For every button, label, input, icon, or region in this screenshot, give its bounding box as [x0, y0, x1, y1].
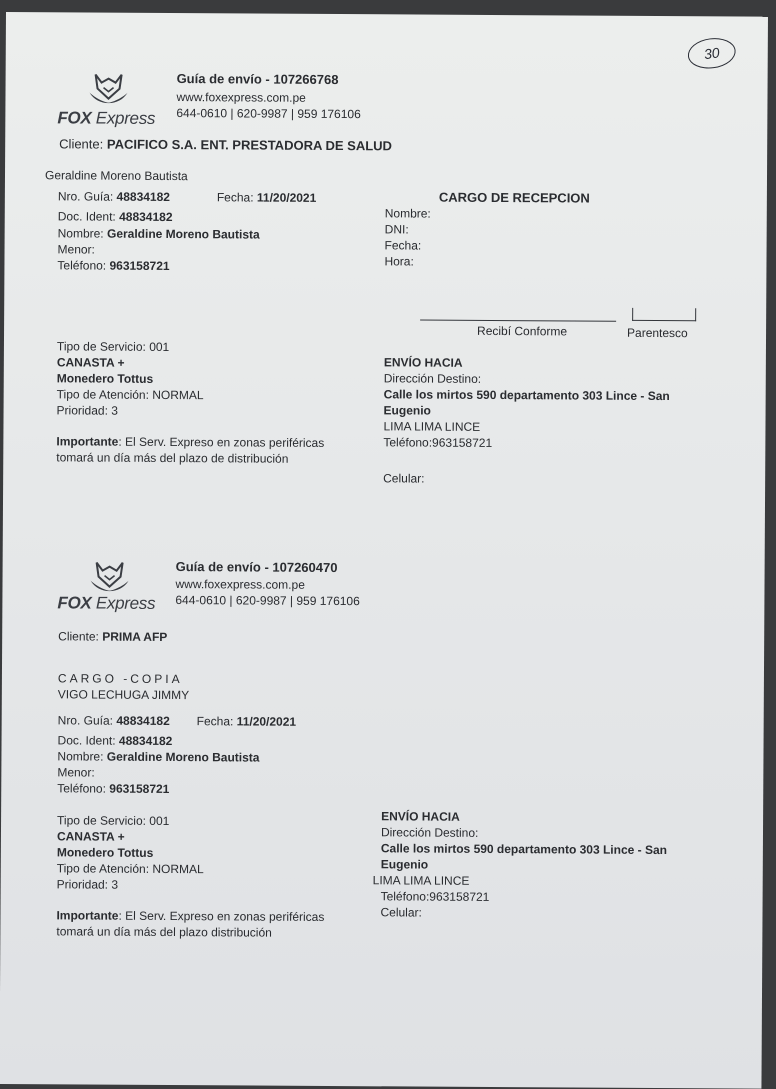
canasta: CANASTA + [56, 829, 125, 844]
guia-title: Guía de envío - 107260470 [175, 559, 338, 576]
telefono-label: Teléfono: [57, 258, 107, 273]
brand-suffix: Express [95, 108, 156, 128]
doc-label: Doc. Ident: [57, 733, 116, 748]
fecha-label: Fecha: [216, 190, 254, 205]
cliente-value: PRIMA AFP [102, 629, 168, 644]
celular-label: Celular: [383, 471, 425, 486]
copia-name: VIGO LECHUGA JIMMY [57, 687, 190, 703]
brand-suffix: Express [95, 593, 156, 613]
cliente-line [58, 629, 167, 644]
recipient-name: Geraldine Moreno Bautista [44, 168, 188, 184]
nro-guia-line [58, 713, 170, 728]
fox-logo-icon [83, 68, 133, 112]
recibi-conforme-label: Recibí Conforme [477, 323, 568, 339]
ciudad: LIMA LIMA LINCE [372, 873, 470, 888]
doc-label: Doc. Ident: [57, 209, 116, 224]
monedero: Monedero Tottus [56, 845, 154, 860]
nombre-line [58, 226, 260, 241]
prioridad: Prioridad: 3 [56, 877, 119, 892]
telefono-line [57, 258, 169, 273]
cargo-recepcion-title: CARGO DE RECEPCION [438, 189, 590, 206]
brand-name: FOX [57, 108, 92, 128]
doc-value: 48834182 [118, 733, 173, 749]
importante-line-1 [56, 434, 324, 450]
telefono-line [57, 781, 169, 796]
shipping-slip-top [6, 12, 768, 486]
fecha-line [197, 714, 297, 729]
importante-text-1: : El Serv. Expreso en zonas periféricas [118, 908, 325, 924]
cargo-hora-label: Hora: [384, 254, 414, 269]
telefono-value: 963158721 [109, 781, 170, 797]
direccion-label: Dirección Destino: [380, 825, 479, 840]
menor-label: Menor: [57, 242, 95, 257]
nro-guia-line [58, 189, 170, 204]
monedero: Monedero Tottus [56, 371, 154, 386]
importante-text-1: : El Serv. Expreso en zonas periféricas [118, 434, 325, 450]
doc-ident-line [58, 209, 173, 224]
cargo-dni-label: DNI: [384, 222, 409, 237]
cliente-line [59, 136, 392, 153]
celular-label: Celular: [380, 905, 422, 920]
menor-label: Menor: [57, 765, 95, 780]
website: www.foxexpress.com.pe [175, 577, 305, 592]
direccion-line-2: Eugenio [380, 857, 429, 872]
parentesco-box [632, 308, 696, 321]
tipo-atencion: Tipo de Atención: NORMAL [56, 861, 204, 877]
doc-ident-line [58, 733, 173, 748]
telefono-value: 963158721 [109, 258, 170, 274]
phones: 644-0610 | 620-9987 | 959 176106 [175, 593, 360, 609]
nombre-line [57, 749, 259, 764]
cargo-fecha-label: Fecha: [384, 238, 422, 253]
document-page [0, 12, 768, 1089]
handwritten-page-number: 30 [686, 35, 738, 71]
cliente-value: PACIFICO S.A. ENT. PRESTADORA DE SALUD [106, 136, 393, 154]
importante-label: Importante [56, 434, 119, 449]
doc-value: 48834182 [119, 209, 173, 225]
fecha-value: 11/20/2021 [236, 714, 297, 729]
direccion-line-1: Calle los mirtos 590 departamento 303 Lince - San [383, 387, 670, 404]
ciudad: LIMA LIMA LINCE [383, 419, 481, 434]
importante-line-1 [56, 908, 324, 924]
signature-line [420, 320, 616, 322]
website: www.foxexpress.com.pe [176, 90, 306, 105]
brand-wordmark [57, 593, 155, 614]
cargo-nombre-label: Nombre: [384, 206, 431, 221]
direccion-line-2: Eugenio [383, 403, 431, 418]
phones: 644-0610 | 620-9987 | 959 176106 [176, 106, 361, 122]
prioridad: Prioridad: 3 [56, 403, 118, 418]
importante-line-2: tomará un día más del plazo distribución [56, 924, 272, 940]
parentesco-label: Parentesco [627, 325, 688, 341]
nro-guia-value: 48834182 [116, 189, 171, 205]
nombre-value: Geraldine Moreno Bautista [106, 226, 260, 242]
fecha-line [217, 190, 317, 205]
cliente-label: Cliente: [58, 629, 99, 644]
canasta: CANASTA + [56, 355, 125, 370]
importante-label: Importante [56, 908, 119, 923]
direccion-line-1: Calle los mirtos 590 departamento 303 Lince - San [380, 841, 668, 858]
telefono-label: Teléfono: [57, 781, 107, 796]
nombre-value: Geraldine Moreno Bautista [106, 749, 260, 765]
fecha-label: Fecha: [196, 714, 234, 729]
envio-telefono: Teléfono:963158721 [380, 889, 490, 904]
tipo-servicio: Tipo de Servicio: 001 [57, 813, 170, 829]
nro-guia-label: Nro. Guía: [57, 713, 114, 728]
importante-line-2: tomará un día más del plazo de distribución [56, 450, 289, 466]
envio-hacia-title: ENVÍO HACIA [381, 809, 460, 824]
nombre-label: Nombre: [57, 749, 104, 764]
nro-guia-label: Nro. Guía: [57, 189, 114, 204]
cargo-copia-label: CARGO -COPIA [57, 671, 183, 687]
brand-wordmark [57, 108, 155, 129]
tipo-atencion: Tipo de Atención: NORMAL [56, 387, 204, 403]
direccion-label: Dirección Destino: [383, 371, 482, 386]
envio-telefono: Teléfono:963158721 [383, 435, 493, 450]
cliente-label: Cliente: [59, 136, 104, 152]
guia-title: Guía de envío - 107266768 [176, 71, 339, 88]
nro-guia-value: 48834182 [116, 713, 170, 729]
brand-name: FOX [57, 593, 92, 613]
fecha-value: 11/20/2021 [256, 190, 317, 205]
tipo-servicio: Tipo de Servicio: 001 [56, 339, 170, 355]
envio-hacia-title: ENVÍO HACIA [383, 355, 463, 370]
nombre-label: Nombre: [57, 226, 104, 241]
